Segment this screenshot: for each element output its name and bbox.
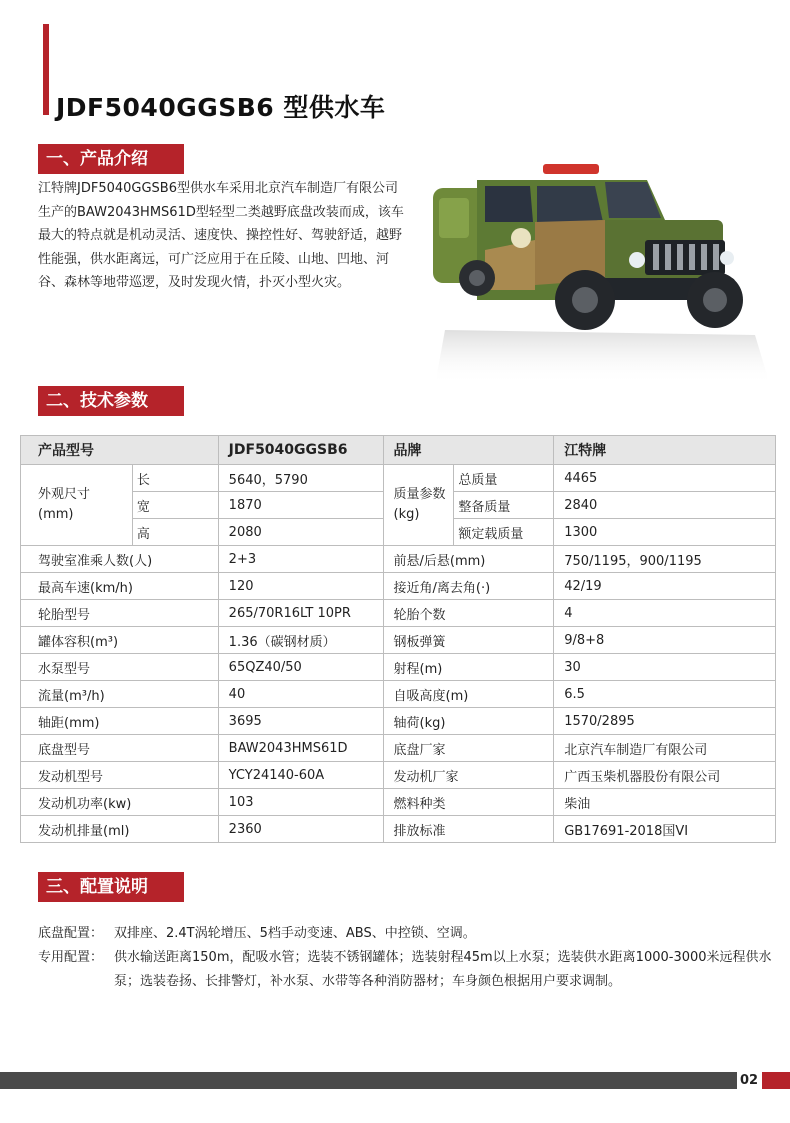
mass-label: 质量参数 (kg) — [383, 465, 454, 546]
table-row — [21, 546, 776, 573]
table-cell: 1570/2895 — [554, 708, 776, 735]
table-header-row — [21, 436, 776, 465]
intro-paragraph: 江特牌JDF5040GGSB6型供水车采用北京汽车制造厂有限公司生产的BAW2043HMS61D型轻型二类越野底盘改装而成，该车最大的特点就是机动灵活、速度快、操控性好、驾驶舒适，越野性能强，供水距离远，可广泛应用于在丘陵、山地、凹地、河谷、森林等地带巡逻，及时发现火情，扑灭小型火灾。 — [38, 181, 404, 290]
table-row — [21, 708, 776, 735]
table-cell: 轮胎个数 — [383, 600, 554, 627]
table-cell: 长 — [132, 465, 218, 492]
page-title: JDF5040GGSB6 型供水车 — [56, 93, 386, 122]
table-cell: 高 — [132, 519, 218, 546]
table-cell: 6.5 — [554, 681, 776, 708]
title-accent-bar — [43, 24, 49, 115]
table-cell: 柴油 — [554, 789, 776, 816]
table-row — [21, 816, 776, 843]
table-cell: 103 — [218, 789, 383, 816]
table-cell: 流量(m³/h) — [21, 681, 219, 708]
table-cell: 发动机厂家 — [383, 762, 554, 789]
table-cell: 265/70R16LT 10PR — [218, 600, 383, 627]
table-cell: 额定载质量 — [454, 519, 554, 546]
table-row — [21, 627, 776, 654]
table-cell: 发动机排量(ml) — [21, 816, 219, 843]
table-cell: 整备质量 — [454, 492, 554, 519]
section-heading-intro: 一、产品介绍 — [38, 144, 184, 174]
config-item-chassis — [38, 922, 778, 946]
table-row — [21, 573, 776, 600]
config-text: 双排座、2.4T涡轮增压、5档手动变速、ABS、中控锁、空调。 — [114, 926, 476, 941]
table-cell: 钢板弹簧 — [383, 627, 554, 654]
table-cell: 水泵型号 — [21, 654, 219, 681]
table-cell: 1.36（碳钢材质） — [218, 627, 383, 654]
table-cell: 广西玉柴机器股份有限公司 — [554, 762, 776, 789]
table-cell: 接近角/离去角(·) — [383, 573, 554, 600]
table-cell: 轴荷(kg) — [383, 708, 554, 735]
table-cell: 射程(m) — [383, 654, 554, 681]
table-cell: 42/19 — [554, 573, 776, 600]
table-cell: 750/1195，900/1195 — [554, 546, 776, 573]
table-cell: 发动机功率(kw) — [21, 789, 219, 816]
table-row — [21, 465, 776, 492]
table-cell: 江特牌 — [554, 436, 776, 465]
table-cell: 产品型号 — [21, 436, 219, 465]
table-cell: 底盘型号 — [21, 735, 219, 762]
table-cell: 4465 — [554, 465, 776, 492]
table-row — [21, 789, 776, 816]
table-cell: 宽 — [132, 492, 218, 519]
table-cell: 1300 — [554, 519, 776, 546]
table-cell: 120 — [218, 573, 383, 600]
table-cell: 2080 — [218, 519, 383, 546]
table-cell: 2840 — [554, 492, 776, 519]
table-cell: 65QZ40/50 — [218, 654, 383, 681]
table-row — [21, 762, 776, 789]
table-cell: GB17691-2018国VI — [554, 816, 776, 843]
table-cell: 北京汽车制造厂有限公司 — [554, 735, 776, 762]
table-cell: YCY24140-60A — [218, 762, 383, 789]
table-cell: 排放标准 — [383, 816, 554, 843]
config-text: 供水输送距离150m，配吸水管；选装不锈钢罐体；选装射程45m以上水泵；选装供水距离1000-3000米远程供水泵；选装卷扬、长排警灯，补水泵、水带等各种消防器材；车身颜色根据用户要求调制。 — [114, 950, 772, 989]
section-heading-config: 三、配置说明 — [38, 872, 184, 902]
config-item-special — [38, 946, 778, 994]
table-cell: 1870 — [218, 492, 383, 519]
table-cell: 自吸高度(m) — [383, 681, 554, 708]
table-cell: JDF5040GGSB6 — [218, 436, 383, 465]
table-cell: 燃料种类 — [383, 789, 554, 816]
footer-accent — [762, 1072, 790, 1089]
table-cell: 前悬/后悬(mm) — [383, 546, 554, 573]
table-row — [21, 681, 776, 708]
table-cell: 30 — [554, 654, 776, 681]
table-cell: 3695 — [218, 708, 383, 735]
config-label: 底盘配置： — [38, 926, 104, 941]
table-cell: 9/8+8 — [554, 627, 776, 654]
truck-photo — [425, 160, 770, 385]
table-row — [21, 600, 776, 627]
page-number: 02 — [740, 1073, 759, 1088]
dims-label: 外观尺寸 (mm) — [21, 465, 133, 546]
table-cell: 罐体容积(m³) — [21, 627, 219, 654]
table-cell: 5640，5790 — [218, 465, 383, 492]
table-cell: 4 — [554, 600, 776, 627]
config-list — [38, 922, 778, 994]
config-label: 专用配置： — [38, 950, 104, 965]
table-cell: 驾驶室准乘人数(人) — [21, 546, 219, 573]
table-cell: 底盘厂家 — [383, 735, 554, 762]
table-cell: 40 — [218, 681, 383, 708]
table-cell: 总质量 — [454, 465, 554, 492]
table-cell: 最高车速(km/h) — [21, 573, 219, 600]
table-row — [21, 654, 776, 681]
spec-table — [20, 435, 776, 843]
table-cell: 发动机型号 — [21, 762, 219, 789]
footer-bar — [0, 1072, 737, 1089]
table-cell: 2+3 — [218, 546, 383, 573]
table-cell: 轮胎型号 — [21, 600, 219, 627]
table-row — [21, 735, 776, 762]
table-cell: BAW2043HMS61D — [218, 735, 383, 762]
table-cell: 轴距(mm) — [21, 708, 219, 735]
table-cell: 2360 — [218, 816, 383, 843]
table-cell: 品牌 — [383, 436, 554, 465]
section-heading-specs: 二、技术参数 — [38, 386, 184, 416]
